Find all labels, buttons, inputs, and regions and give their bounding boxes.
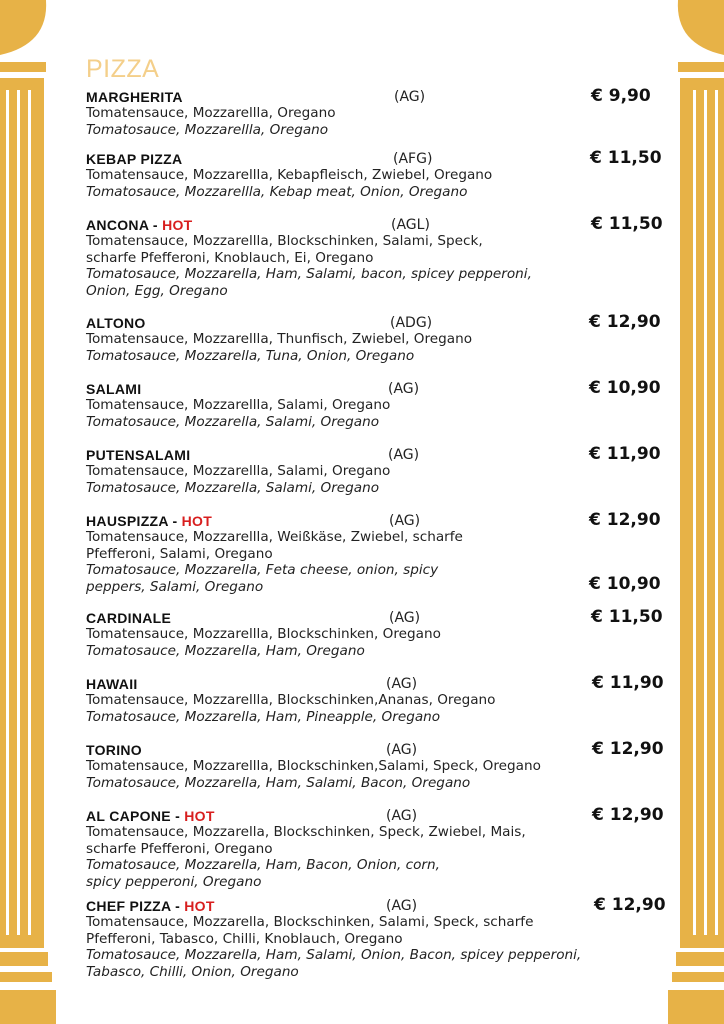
description-german: Tomatensauce, Mozzarellla, Weißkäse, Zwiebel, scharfe Pfefferoni, Salami, Oregano	[86, 529, 463, 562]
description-english: Tomatosauce, Mozzarella, Ham, Salami, Onion, Bacon, spicey pepperoni, Tabasco, Chilli, Onion, Oregano	[86, 947, 582, 980]
item-price: € 12,90	[592, 805, 664, 825]
hot-label: HOT	[162, 217, 193, 233]
item-price: € 11,90	[589, 444, 661, 464]
allergen-code: (AFG)	[393, 151, 433, 167]
item-name: AL CAPONE -	[86, 808, 185, 824]
menu-item	[86, 148, 666, 200]
description-german: Tomatensauce, Mozzarellla, Blockschinken,Ananas, Oregano	[86, 692, 496, 708]
description-german: Tomatensauce, Mozzarellla, Blockschinken, Salami, Speck, scharfe Pfefferoni, Knoblauch, Ei, Oregano	[86, 233, 483, 266]
menu-item	[86, 214, 666, 299]
item-price: € 12,90	[592, 739, 664, 759]
menu-item	[86, 607, 666, 659]
item-name: CARDINALE	[86, 610, 172, 626]
description-english: Tomatosauce, Mozzarellla, Kebap meat, Onion, Oregano	[86, 183, 468, 200]
allergen-code: (AG)	[389, 513, 421, 529]
item-price: € 12,90	[594, 895, 666, 915]
item-price: € 11,90	[592, 673, 664, 693]
menu-item	[86, 895, 666, 980]
description-english: Tomatosauce, Mozzarella, Ham, Oregano	[86, 642, 365, 659]
menu-item	[86, 312, 666, 364]
description-english: Tomatosauce, Mozzarella, Tuna, Onion, Oregano	[86, 347, 415, 364]
description-english: Tomatosauce, Mozzarella, Salami, Oregano	[86, 479, 380, 496]
description-german: Tomatensauce, Mozzarellla, Blockschinken, Oregano	[86, 626, 441, 642]
allergen-code: (AG)	[388, 447, 420, 463]
allergen-code: (AG)	[388, 381, 420, 397]
right-column-decoration	[668, 0, 724, 1024]
item-name: KEBAP PIZZA	[86, 151, 183, 167]
menu-item	[86, 673, 666, 725]
description-english: Tomatosauce, Mozzarella, Ham, Bacon, Onion, corn, spicy pepperoni, Oregano	[86, 857, 440, 890]
description-english: Tomatosauce, Mozzarellla, Oregano	[86, 121, 329, 138]
item-name: HAWAII	[86, 676, 138, 692]
description-german: Tomatensauce, Mozzarellla, Salami, Oregano	[86, 397, 391, 413]
description-english: Tomatosauce, Mozzarella, Ham, Pineapple, Oregano	[86, 708, 441, 725]
description-english: Tomatosauce, Mozzarella, Salami, Oregano	[86, 413, 380, 430]
item-price: € 11,50	[590, 148, 662, 168]
description-english: Tomatosauce, Mozzarella, Feta cheese, onion, spicy peppers, Salami, Oregano	[86, 562, 439, 595]
item-price: € 11,50	[591, 214, 663, 234]
item-price: € 12,90	[589, 312, 661, 332]
menu-item	[86, 86, 666, 138]
allergen-code: (AG)	[386, 898, 418, 914]
description-german: Tomatensauce, Mozzarella, Blockschinken, Speck, Zwiebel, Mais, scharfe Pfefferoni, Oregano	[86, 824, 526, 857]
description-german: Tomatensauce, Mozzarellla, Salami, Oregano	[86, 463, 391, 479]
item-name: PUTENSALAMI	[86, 447, 191, 463]
item-price: € 9,90	[591, 86, 651, 106]
description-english: Tomatosauce, Mozzarella, Ham, Salami, bacon, spicey pepperoni, Onion, Egg, Oregano	[86, 266, 532, 299]
description-english: Tomatosauce, Mozzarella, Ham, Salami, Bacon, Oregano	[86, 774, 471, 791]
hot-label: HOT	[181, 513, 213, 529]
item-name: CHEF PIZZA -	[86, 898, 185, 914]
description-german: Tomatensauce, Mozzarella, Blockschinken, Salami, Speck, scharfe Pfefferoni, Tabasco, Chilli, Knoblauch, Oregano	[86, 914, 534, 947]
item-name: ANCONA -	[86, 217, 163, 233]
description-german: Tomatensauce, Mozzarellla, Oregano	[86, 105, 336, 121]
section-title: PIZZA	[86, 55, 160, 83]
allergen-code: (ADG)	[390, 315, 433, 331]
allergen-code: (AG)	[394, 89, 426, 105]
item-name: HAUSPIZZA -	[86, 513, 182, 529]
menu-item	[86, 444, 666, 496]
menu-item	[86, 805, 666, 890]
description-german: Tomatensauce, Mozzarellla, Thunfisch, Zwiebel, Oregano	[86, 331, 473, 347]
allergen-code: (AG)	[386, 676, 418, 692]
item-price-alternate: € 10,90	[589, 574, 661, 594]
item-name: ALTONO	[86, 315, 146, 331]
allergen-code: (AG)	[386, 808, 418, 824]
item-price: € 11,50	[591, 607, 663, 627]
item-name: TORINO	[86, 742, 142, 758]
allergen-code: (AGL)	[391, 217, 430, 233]
menu-item	[86, 378, 666, 430]
menu-item	[86, 739, 666, 791]
hot-label: HOT	[184, 808, 215, 824]
allergen-code: (AG)	[386, 742, 418, 758]
item-name: SALAMI	[86, 381, 142, 397]
allergen-code: (AG)	[389, 610, 421, 626]
description-german: Tomatensauce, Mozzarellla, Kebapfleisch, Zwiebel, Oregano	[86, 167, 493, 183]
item-price: € 10,90	[589, 378, 661, 398]
item-price: € 12,90	[589, 510, 661, 530]
description-german: Tomatensauce, Mozzarellla, Blockschinken,Salami, Speck, Oregano	[86, 758, 541, 774]
left-column-decoration	[0, 0, 56, 1024]
hot-label: HOT	[184, 898, 215, 914]
menu-item	[86, 510, 666, 595]
item-name: MARGHERITA	[86, 89, 183, 105]
